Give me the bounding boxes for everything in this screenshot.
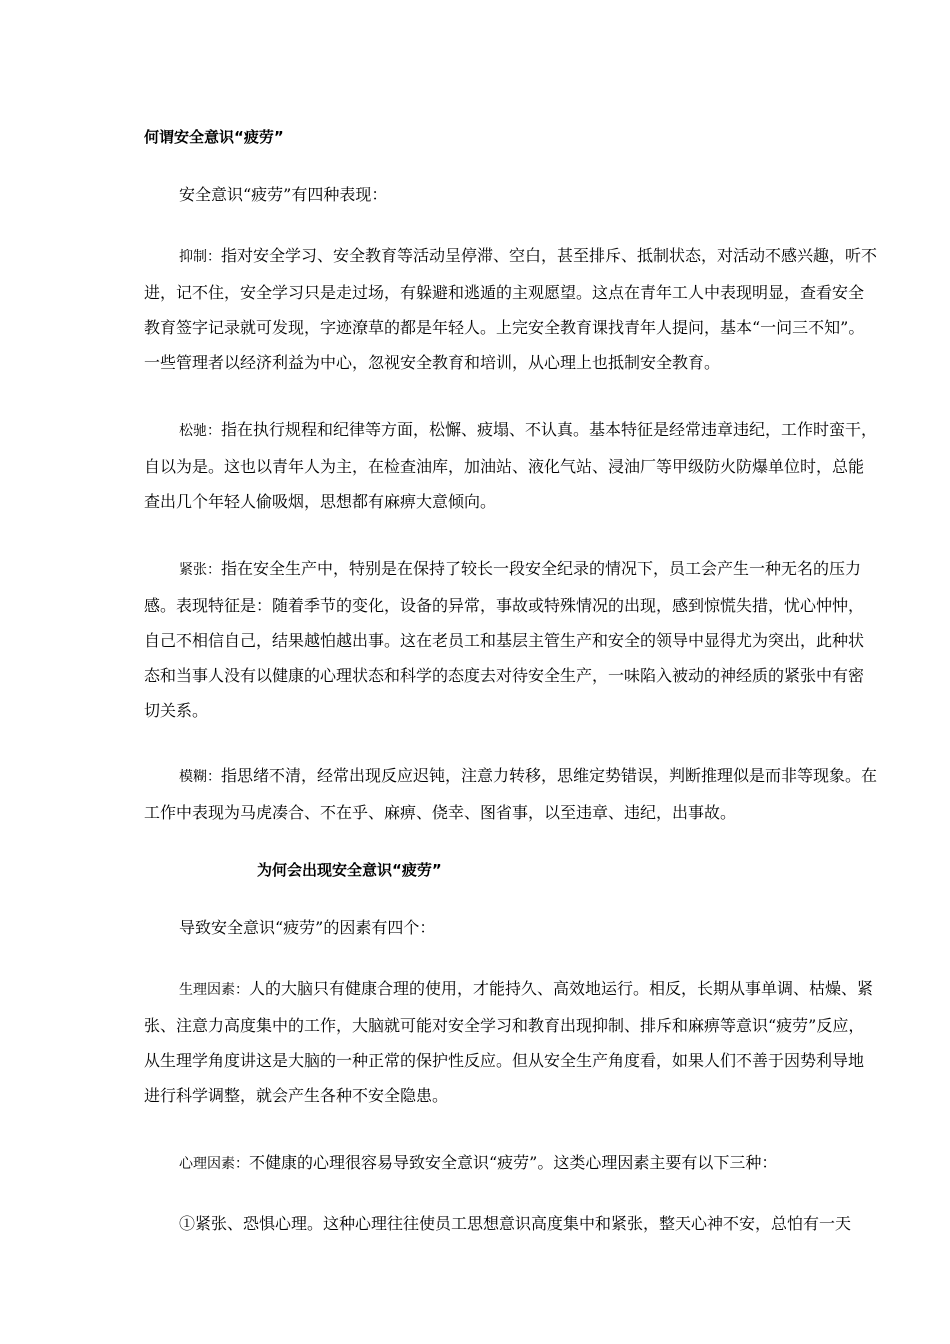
section1-intro: 安全意识“疲劳”有四种表现： <box>179 185 388 204</box>
paragraph-psychological <box>144 1145 879 1182</box>
term-label: 松驰： <box>179 423 221 439</box>
paragraph-text: 指在安全生产中，特别是在保持了较长一段安全纪录的情况下，员工会产生一种无名的压力感。表现特征是：随着季节的变化，设备的异常，事故或特殊情况的出现，感到惊慌失措，忧心忡忡，自己不相信自己，结果越怕越出事。这在老员工和基层主管生产和安全的领导中显得尤为突出，此种状态和当事人没有以健康的心理状态和科学的态度去对待安全生产，一味陷入被动的神经质的紧张中有密切关系。 <box>144 559 865 720</box>
term-label: 模糊： <box>179 769 221 785</box>
paragraph-text: 不健康的心理很容易导致安全意识“疲劳”。这类心理因素主要有以下三种： <box>249 1153 778 1172</box>
term-label: 紧张： <box>179 562 221 578</box>
paragraph-inhibition <box>144 238 879 380</box>
term-label: 生理因素： <box>179 982 249 998</box>
paragraph-tension <box>144 551 879 728</box>
paragraph-text: 人的大脑只有健康合理的使用，才能持久、高效地运行。相反，长期从事单调、枯燥、紧张、注意力高度集中的工作，大脑就可能对安全学习和教育出现抑制、排斥和麻痹等意识“疲劳”反应，从生理学角度讲这是大脑的一种正常的保护性反应。但从安全生产角度看，如果人们不善于因势利导地进行科学调整，就会产生各种不安全隐患。 <box>144 979 874 1105</box>
paragraph-tension-fear: ①紧张、恐惧心理。这种心理往往使员工思想意识高度集中和紧张，整天心神不安，总怕有一天 <box>179 1214 852 1233</box>
paragraph-relaxation <box>144 412 879 519</box>
term-label: 心理因素： <box>179 1156 249 1172</box>
paragraph-text: 指思绪不清，经常出现反应迟钝，注意力转移，思维定势错误，判断推理似是而非等现象。在工作中表现为马虎凑合、不在乎、麻痹、侥幸、图省事，以至违章、违纪，出事故。 <box>144 766 878 822</box>
paragraph-physiological <box>144 971 879 1113</box>
paragraph-text: 指对安全学习、安全教育等活动呈停滞、空白，甚至排斥、抵制状态，对活动不感兴趣，听不进，记不住，安全学习只是走过场，有躲避和逃遁的主观愿望。这点在青年工人中表现明显，查看安全教育签字记录就可发现，字迹潦草的都是年轻人。上完安全教育课找青年人提问，基本“一问三不知”。一些管理者以经济利益为中心，忽视安全教育和培训，从心理上也抵制安全教育。 <box>144 246 878 372</box>
paragraph-fuzziness <box>144 758 879 830</box>
section-title-1: 何谓安全意识“疲劳” <box>144 128 284 146</box>
section-title-2: 为何会出现安全意识“疲劳” <box>257 861 442 879</box>
term-label: 抑制： <box>179 249 221 265</box>
paragraph-text: 指在执行规程和纪律等方面，松懈、疲塌、不认真。基本特征是经常违章违纪，工作时蛮干，自以为是。这也以青年人为主，在检查油库，加油站、液化气站、浸油厂等甲级防火防爆单位时，总能查出几个年轻人偷吸烟，思想都有麻痹大意倾向。 <box>144 420 878 511</box>
section2-intro: 导致安全意识“疲劳”的因素有四个： <box>179 918 436 937</box>
